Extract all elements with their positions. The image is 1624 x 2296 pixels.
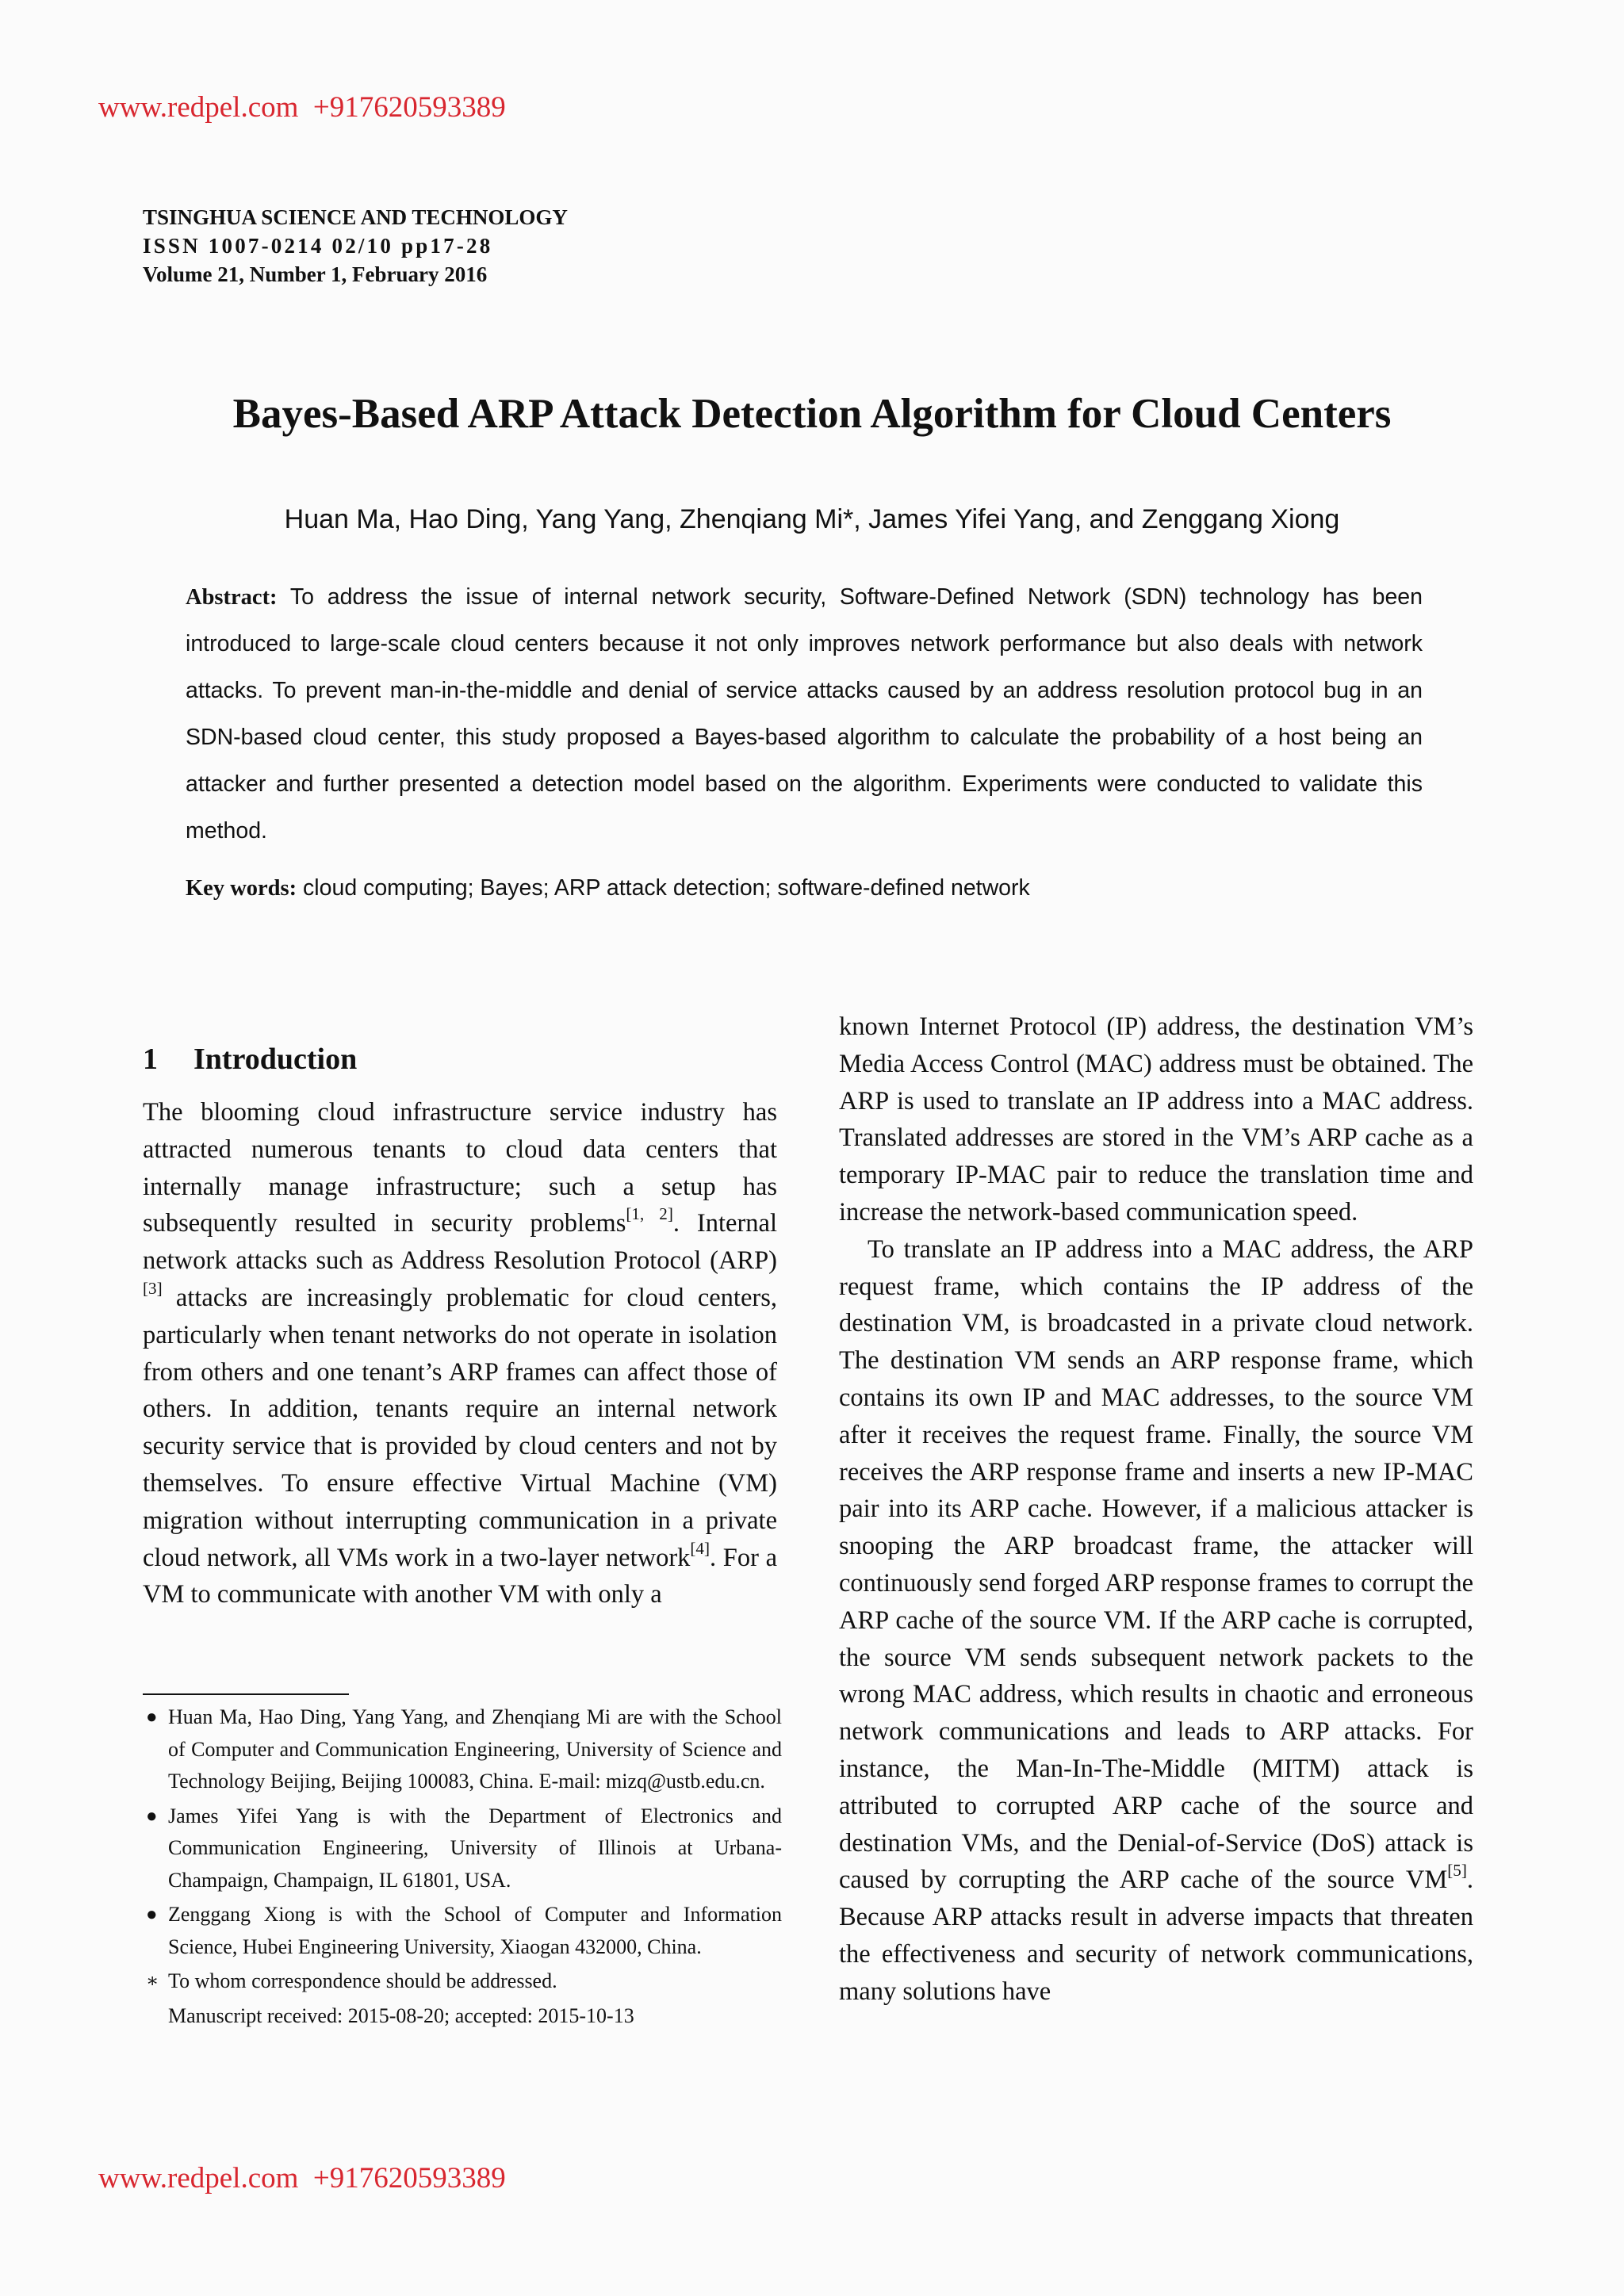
footnote-affiliation-1: ● Huan Ma, Hao Ding, Yang Yang, and Zhenqiang Mi are with the School of Computer and Communication Engineering, University of Science and Technology Beijing, Beijing 100083, China. E-mail: mizq@ustb.edu.cn. [143, 1701, 782, 1798]
abstract-label: Abstract: [186, 585, 278, 610]
section-title: Introduction [193, 1043, 358, 1076]
footnote-rule [143, 1693, 349, 1695]
paper-authors: Huan Ma, Hao Ding, Yang Yang, Zhenqiang Mi*, James Yifei Yang, and Zenggang Xiong [284, 504, 1340, 534]
keywords-text: cloud computing; Bayes; ARP attack detection; software-defined network [303, 875, 1030, 901]
journal-header [143, 203, 568, 289]
right-paragraph-1: known Internet Protocol (IP) address, the destination VM’s Media Access Control (MAC) address must be obtained. The ARP is used to translate an IP address into a MAC address. Translated addresses are stored in the VM’s ARP cache as a temporary IP-MAC pair to reduce the translation time and increase the network-based communication speed. [839, 1012, 1473, 1226]
right-paragraph-2: To translate an IP address into a MAC address, the ARP request frame, which contains the IP address of the destination VM, is broadcasted in a private cloud network. The destination VM sends an ARP response frame, which contains its own IP and MAC addresses, to the source VM after it receives the request frame. Finally, the source VM receives the ARP response frame and inserts a new IP-MAC pair into its ARP cache. However, if a malicious attacker is snooping the ARP broadcast frame, the attacker will continuously send forged ARP response frames to corrupt the ARP cache of the source VM. If the ARP cache is corrupted, the source VM sends subsequent network packets to the wrong MAC address, which results in chaotic and erroneous network communications and leads to ARP attacks. For instance, the Man-In-The-Middle (MITM) attack is attributed to corrupted ARP cache of the source and destination VMs, and the Denial-of-Service (DoS) attack is caused by corrupting the ARP cache of the source VM[5]. Because ARP attacks result in adverse impacts that threaten the effectiveness and security of network communications, many solutions have [839, 1234, 1473, 2006]
footnote-manuscript-dates: Manuscript received: 2015-08-20; accepted: 2015-10-13 [168, 2003, 634, 2027]
bullet-icon: ● [146, 1707, 158, 1728]
bullet-icon: ● [146, 1904, 158, 1925]
journal-volume: Volume 21, Number 1, February 2016 [143, 262, 488, 286]
watermark-phone: +917620593389 [312, 2162, 506, 2195]
abstract-text: To address the issue of internal network security, Software-Defined Network (SDN) technology has been introduced to large-scale cloud centers because it not only improves network performance but also deals with network attacks. To prevent man-in-the-middle and denial of service attacks caused by an address resolution protocol bug in an SDN-based cloud center, this study proposed a Bayes-based algorithm to calculate the probability of a host being an attacker and further presented a detection model based on the algorithm. Experiments were conducted to validate this method. [186, 584, 1423, 844]
asterisk-icon: ∗ [146, 1971, 159, 1992]
section-heading [143, 1042, 777, 1077]
left-column [143, 1042, 777, 1613]
right-column [839, 1008, 1473, 2011]
watermark-url[interactable]: www.redpel.com [98, 91, 299, 124]
watermark-url[interactable]: www.redpel.com [98, 2162, 299, 2195]
abstract [186, 574, 1423, 855]
watermark-top [98, 90, 506, 124]
journal-name: TSINGHUA SCIENCE AND TECHNOLOGY [143, 205, 568, 229]
paper-title: Bayes-Based ARP Attack Detection Algorithm for Cloud Centers [232, 391, 1392, 437]
footnote-correspondence: ∗ To whom correspondence should be addressed. [143, 1965, 782, 1998]
keywords-label: Key words: [186, 876, 297, 901]
intro-paragraph-1: The blooming cloud infrastructure service industry has attracted numerous tenants to cloud data centers that internally manage infrastructure; such a setup has subsequently resulted in security problems[1, 2]. Internal network attacks such as Address Resolution Protocol (ARP)[3] attacks are increasingly problematic for cloud centers, particularly when tenant networks do not operate in isolation from others and one tenant’s ARP frames can affect those of others. In addition, tenants require an internal network security service that is provided by cloud centers and not by themselves. To ensure effective Virtual Machine (VM) migration without interrupting communication in a private cloud network, all VMs work in a two-layer network[4]. For a VM to communicate with another VM with only a [143, 1098, 777, 1609]
journal-issn: ISSN 1007-0214 02/10 pp17-28 [143, 234, 493, 258]
citation-5[interactable]: [5] [1447, 1861, 1467, 1881]
footnotes [143, 1701, 782, 2032]
footnote-affiliation-3: ● Zenggang Xiong is with the School of Computer and Information Science, Hubei Engineering University, Xiaogan 432000, China. [143, 1899, 782, 1963]
bullet-icon: ● [146, 1805, 158, 1827]
footnote-affiliation-2: ● James Yifei Yang is with the Department of Electronics and Communication Engineering, University of Illinois at Urbana-Champaign, Champaign, IL 61801, USA. [143, 1800, 782, 1897]
section-number: 1 [143, 1043, 158, 1076]
watermark-bottom [98, 2161, 506, 2195]
citation-3[interactable]: [3] [143, 1279, 163, 1299]
watermark-phone: +917620593389 [312, 91, 506, 124]
keywords [186, 875, 1423, 901]
citation-1-2[interactable]: [1, 2] [626, 1204, 673, 1224]
citation-4[interactable]: [4] [690, 1538, 710, 1558]
